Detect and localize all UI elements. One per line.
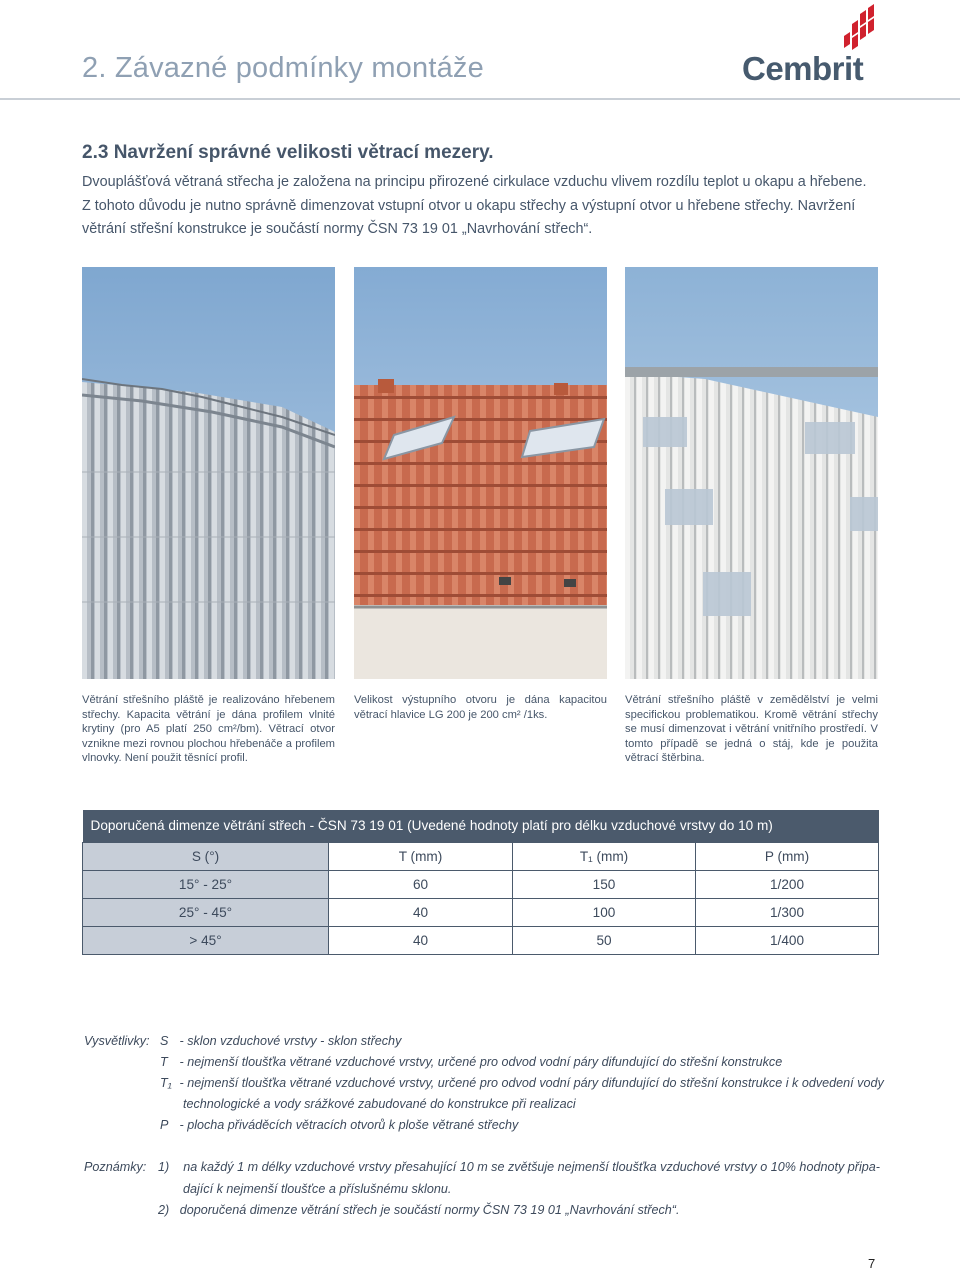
table-cell: 1/200: [696, 870, 879, 898]
table-row: [83, 898, 879, 926]
note-item: [158, 1203, 680, 1217]
column-header: T (mm): [329, 842, 513, 870]
table-cell: 25° - 45°: [83, 898, 329, 926]
notes-label: Poznámky:: [84, 1160, 147, 1174]
photo-caption: Větrání střešního pláště je realizováno hřebenem střechy. Kapacita větrání je dána profilem vlnité krytiny (pro A5 platí 250 cm²/bm). Větrací otvor vznikne mezi rovnou plochou hřebenáče a profilem vlnovky. Není použit těsnící profil.: [82, 694, 335, 765]
table-cell: 40: [329, 926, 513, 954]
table-cell: 40: [329, 898, 513, 926]
legend-label: Vysvětlivky:: [84, 1034, 150, 1048]
table-header-row: [83, 842, 879, 870]
note-number: 1): [158, 1160, 170, 1174]
legend-symbol: T₁: [160, 1076, 172, 1090]
table-title-row: [83, 810, 879, 842]
table-cell: 100: [513, 898, 696, 926]
table-cell: 1/400: [696, 926, 879, 954]
note-text: na každý 1 m délky vzduchové vrstvy přesahující 10 m se zvětšuje nejmenší tloušťka vzduchové vrstvy o 10% hodnoty připa-: [183, 1160, 880, 1174]
legend-symbol: P: [160, 1118, 169, 1132]
legend-item-continuation: technologické a vody srážkové zabudované do konstrukce při realizaci: [183, 1097, 576, 1111]
legend-item: [160, 1055, 782, 1069]
table-cell: 60: [329, 870, 513, 898]
intro-line: větrání střešní konstrukce je součástí normy ČSN 73 19 01 „Navrhování střech“.: [82, 221, 593, 237]
page-number: 7: [868, 1256, 876, 1271]
table-cell: 1/300: [696, 898, 879, 926]
section-title: 2.3 Navržení správné velikosti větrací mezery.: [82, 142, 494, 163]
legend-item: [160, 1034, 401, 1048]
cembrit-logo: [742, 4, 882, 87]
legend-item: [160, 1118, 518, 1132]
table-row: [83, 870, 879, 898]
table-cell: 15° - 25°: [83, 870, 329, 898]
logo-wordmark: Cembrit: [742, 50, 864, 87]
legend-text: - plocha přiváděcích větracích otvorů k ploše větrané střechy: [179, 1118, 519, 1132]
intro-paragraph: [82, 171, 882, 242]
note-number: 2): [158, 1203, 170, 1217]
photo-caption: Větrání střešního pláště v zemědělství je velmi specifickou problematikou. Kromě větrání střechy se musí dimenzovat i větrání vnitřního prostředí. V tomto případě se jedná o stáj, kde je použita větrací štěrbina.: [625, 694, 878, 765]
table-cell: > 45°: [83, 926, 329, 954]
note-item: [158, 1160, 880, 1174]
ventilation-dimension-table: [82, 810, 879, 955]
note-continuation: dající k nejmenší tloušťce a příslušnému sklonu.: [183, 1182, 452, 1196]
legend-text: - sklon vzduchové vrstvy - sklon střechy: [179, 1034, 402, 1048]
photo-caption: Velikost výstupního otvoru je dána kapacitou větrací hlavice LG 200 je 200 cm² /1ks.: [354, 694, 607, 721]
page-title: 2. Závazné podmínky montáže: [82, 52, 484, 84]
table-cell: 50: [513, 926, 696, 954]
legend-item: [160, 1076, 884, 1090]
note-text: doporučená dimenze větrání střech je součástí normy ČSN 73 19 01 „Navrhování střech“.: [179, 1203, 680, 1217]
column-header: T₁ (mm): [513, 842, 696, 870]
header-divider: [0, 98, 960, 100]
photo-barn-ventilation: [625, 267, 878, 679]
table-title: Doporučená dimenze větrání střech - ČSN 73 19 01 (Uvedené hodnoty platí pro délku vzduchové vrstvy do 10 m): [83, 810, 879, 842]
column-header: P (mm): [696, 842, 879, 870]
table-cell: 150: [513, 870, 696, 898]
legend-symbol: S: [160, 1034, 169, 1048]
cembrit-logo-mark-icon: [840, 4, 876, 52]
photo-ridge-ventilation: [82, 267, 335, 679]
legend-text: - nejmenší tloušťka větrané vzduchové vrstvy, určené pro odvod vodní páry difundující do střešní konstrukce: [179, 1055, 783, 1069]
column-header: S (°): [83, 842, 329, 870]
photo-ventilation-cap: [354, 267, 607, 679]
intro-line: Z tohoto důvodu je nutno správně dimenzovat vstupní otvor u okapu střechy a výstupní otvor u hřebene střechy. Navržení: [82, 197, 856, 214]
legend-text: - nejmenší tloušťka větrané vzduchové vrstvy, určené pro odvod vodní páry difundující do střešní konstrukce i k odvedení vody: [179, 1076, 884, 1090]
legend-symbol: T: [160, 1055, 168, 1069]
intro-line: Dvouplášťová větraná střecha je založena na principu přirozené cirkulace vzduchu vlivem rozdílu teplot u okapu a hřebene.: [82, 174, 867, 190]
table-row: [83, 926, 879, 954]
